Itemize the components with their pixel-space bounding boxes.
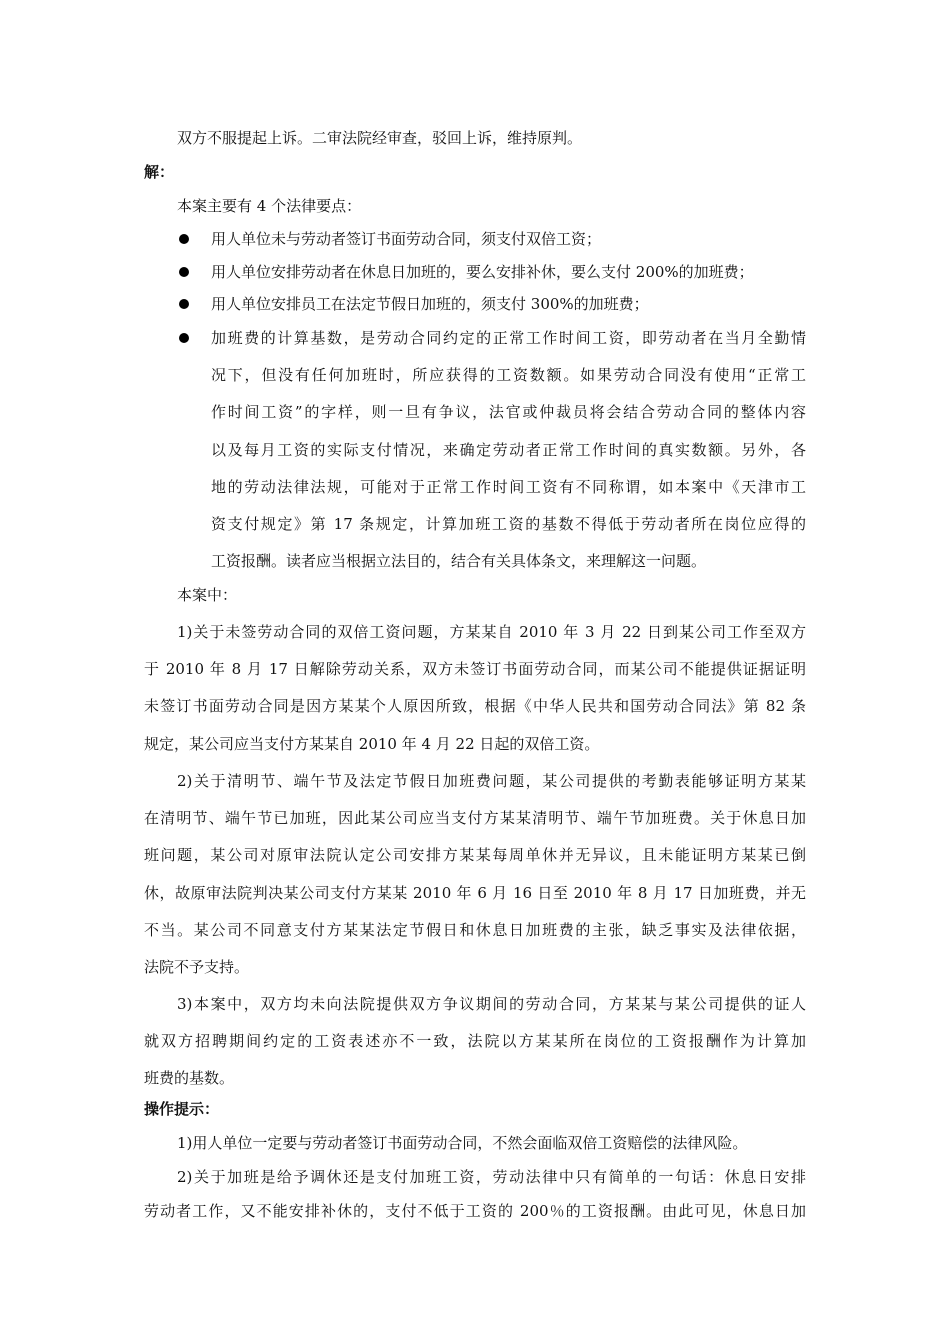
bullet-icon [179,267,189,277]
bullet-item: 用人单位安排劳动者在休息日加班的，要么安排补休，要么支付 200%的加班费； [211,263,754,281]
paragraph-line: 在清明节、端午节已加班，因此某公司应当支付方某某清明节、端午节加班费。关于休息日加 [144,809,806,827]
bullet-icon [179,299,189,309]
paragraph-line: 班费的基数。 [144,1069,235,1087]
intro-line: 双方不服提起上诉。二审法院经审查，驳回上诉，维持原判。 [177,129,583,147]
bullet-item: 用人单位安排员工在法定节假日加班的，须支付 300%的加班费； [211,295,649,313]
section-heading-tips: 操作提示： [144,1100,220,1118]
bullet-item-line: 加班费的计算基数，是劳动合同约定的正常工作时间工资，即劳动者在当月全勤情 [211,329,806,347]
paragraph-line: 班问题，某公司对原审法院认定公司安排方某某每周单休并无异议，且未能证明方某某已倒 [144,846,806,864]
bullet-item-line: 况下，但没有任何加班时，所应获得的工资数额。如果劳动合同没有使用“正常工 [211,366,806,384]
bullet-item: 用人单位未与劳动者签订书面劳动合同，须支付双倍工资； [211,230,602,248]
bullet-item-line: 资支付规定》第 17 条规定，计算加班工资的基数不得低于劳动者所在岗位应得的 [211,515,806,533]
paragraph-line: 1)关于未签劳动合同的双倍工资问题，方某某自 2010 年 3 月 22 日到某公司工作至双方 [177,623,806,641]
bullet-item-line: 作时间工资”的字样，则一旦有争议，法官或仲裁员将会结合劳动合同的整体内容 [211,403,806,421]
paragraph-line: 未签订书面劳动合同是因方某某个人原因所致，根据《中华人民共和国劳动合同法》第 82 条 [144,697,806,715]
section-heading-answer: 解： [144,163,175,181]
paragraph-line: 2)关于清明节、端午节及法定节假日加班费问题，某公司提供的考勤表能够证明方某某 [177,772,806,790]
paragraph-line: 法院不予支持。 [144,958,250,976]
paragraph-line: 规定，某公司应当支付方某某自 2010 年 4 月 22 日起的双倍工资。 [144,735,600,753]
paragraph-line: 1)用人单位一定要与劳动者签订书面劳动合同，不然会面临双倍工资赔偿的法律风险。 [177,1134,748,1152]
bullet-icon [179,234,189,244]
bullet-item-line: 以及每月工资的实际支付情况，来确定劳动者正常工作时间的真实数额。另外，各 [211,441,806,459]
paragraph-line: 不当。某公司不同意支付方某某法定节假日和休息日加班费的主张，缺乏事实及法律依据， [144,921,806,939]
bullet-icon [179,333,189,343]
paragraph-line: 3)本案中，双方均未向法院提供双方争议期间的劳动合同，方某某与某公司提供的证人 [177,995,806,1013]
paragraph-line: 于 2010 年 8 月 17 日解除劳动关系，双方未签订书面劳动合同，而某公司不能提供证据证明 [144,660,806,678]
paragraph-line: 休，故原审法院判决某公司支付方某某 2010 年 6 月 16 日至 2010 年 8 月 17 日加班费，并无 [144,884,806,902]
case-label: 本案中： [177,586,238,604]
paragraph-line: 劳动者工作，又不能安排补休的，支付不低于工资的 200％的工资报酬。由此可见，休息日加 [144,1202,806,1220]
paragraph-line: 2)关于加班是给予调休还是支付加班工资，劳动法律中只有简单的一句话：休息日安排 [177,1168,806,1186]
bullet-item-line: 工资报酬。读者应当根据立法目的，结合有关具体条文，来理解这一问题。 [211,552,707,570]
answer-intro: 本案主要有 4 个法律要点： [177,197,362,215]
paragraph-line: 就双方招聘期间约定的工资表述亦不一致，法院以方某某所在岗位的工资报酬作为计算加 [144,1032,806,1050]
bullet-item-line: 地的劳动法律法规，可能对于正常工作时间工资有不同称谓，如本案中《天津市工 [211,478,806,496]
